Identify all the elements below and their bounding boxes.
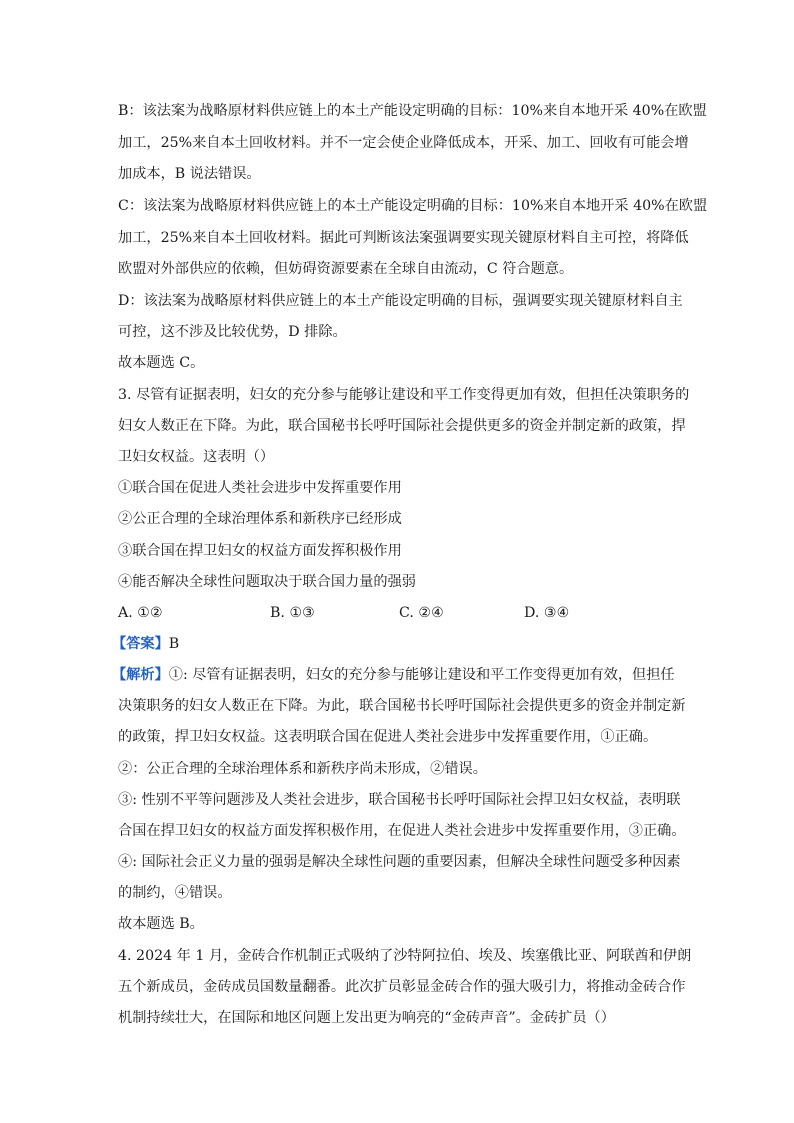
q3-statement-4: ④能否解决全球性问题取决于联合国力量的强弱 <box>118 574 416 590</box>
q4-stem-line-3: 机制持续壮大，在国际和地区问题上发出更为响亮的“金砖声音”。金砖扩员（） <box>118 1010 615 1026</box>
analysis-c-line-2: 加工，25%来自本土回收材料。据此可判断该法案强调要实现关键原材料自主可控，将降低 <box>118 230 689 246</box>
q3-stem-line-1: 3. 尽管有证据表明，妇女的充分参与能够让建设和平工作变得更加有效，但担任决策职务的 <box>118 387 690 403</box>
q3-conclusion: 故本题选 B。 <box>118 916 204 932</box>
q3-statement-2: ②公正合理的全球治理体系和新秩序已经形成 <box>118 511 402 527</box>
analysis-d-line-1: D：该法案为战略原材料供应链上的本土产能设定明确的目标，强调要实现关键原材料自主 <box>118 293 683 309</box>
q3-options-row <box>118 603 678 623</box>
q3-statement-3: ③联合国在捍卫妇女的权益方面发挥积极作用 <box>118 543 402 559</box>
q3-analysis-line-5: ③: 性别不平等问题涉及人类社会进步，联合国秘书长呼吁国际社会捍卫妇女权益，表明联 <box>118 792 681 808</box>
analysis-c-line-3: 欧盟对外部供应的依赖，但妨碍资源要素在全球自由流动，C 符合题意。 <box>118 261 574 277</box>
analysis-c-line-1: C：该法案为战略原材料供应链上的本土产能设定明确的目标：10%来自本地开采 40%在欧盟 <box>118 198 708 214</box>
analysis-b-line-3: 加成本，B 说法错误。 <box>118 166 261 182</box>
q3-analysis-line-8: 的制约，④错误。 <box>118 885 232 901</box>
analysis-b-line-2: 加工，25%来自本土回收材料。并不一定会使企业降低成本，开采、加工、回收有可能会增 <box>118 135 689 151</box>
q3-statement-1: ①联合国在促进人类社会进步中发挥重要作用 <box>118 480 402 496</box>
analysis-tag: 【解析】 <box>112 667 169 683</box>
q3-analysis-line-7: ④: 国际社会正义力量的强弱是解决全球性问题的重要因素，但解决全球性问题受多种因素 <box>118 854 681 870</box>
q3-option-b: B. ①③ <box>270 605 315 621</box>
answer-value: B <box>168 636 180 652</box>
q2-conclusion: 故本题选 C。 <box>118 355 205 371</box>
q3-option-a: A. ①② <box>118 605 163 621</box>
q4-stem-line-2: 五个新成员，金砖成员国数量翻番。此次扩员彰显金砖合作的强大吸引力，将推动金砖合作 <box>118 979 686 995</box>
q3-stem-line-3: 卫妇女权益。这表明（） <box>118 449 275 465</box>
q3-option-c: C. ②④ <box>399 605 444 621</box>
q3-analysis-line-4: ②：公正合理的全球治理体系和新秩序尚未形成，②错误。 <box>118 761 487 777</box>
q3-analysis-line-1 <box>112 665 675 685</box>
q3-stem-line-2: 妇女人数正在下降。为此，联合国秘书长呼吁国际社会提供更多的资金并制定新的政策，捍 <box>118 418 686 434</box>
analysis-d-line-2: 可控，这不涉及比较优势，D 排除。 <box>118 324 347 340</box>
q4-stem-line-1: 4. 2024 年 1 月，金砖合作机制正式吸纳了沙特阿拉伯、埃及、埃塞俄比亚、阿联酋和伊朗 <box>118 948 692 964</box>
q3-analysis-line-2: 决策职务的妇女人数正在下降。为此，联合国秘书长呼吁国际社会提供更多的资金并制定新 <box>118 698 686 714</box>
analysis-line-1-text: ①: 尽管有证据表明，妇女的充分参与能够让建设和平工作变得更加有效，但担任 <box>168 667 675 683</box>
answer-tag: 【答案】 <box>112 636 169 652</box>
q3-option-d: D. ③④ <box>524 605 570 621</box>
q3-answer-line <box>112 634 179 654</box>
analysis-b-line-1: B：该法案为战略原材料供应链上的本土产能设定明确的目标：10%来自本地开采 40%在欧盟 <box>118 103 707 119</box>
q3-analysis-line-3: 的政策，捍卫妇女权益。这表明联合国在促进人类社会进步中发挥重要作用，①正确。 <box>118 729 658 745</box>
q3-analysis-line-6: 合国在捍卫妇女的权益方面发挥积极作用，在促进人类社会进步中发挥重要作用，③正确。 <box>118 823 686 839</box>
